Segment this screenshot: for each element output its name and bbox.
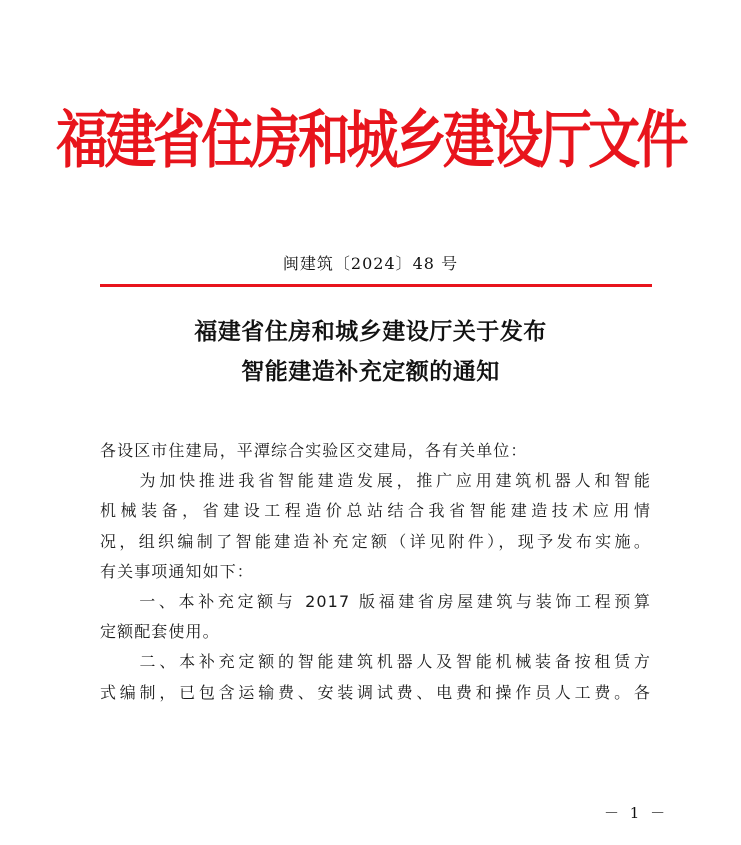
body-line: 各设区市住建局，平潭综合实验区交建局，各有关单位： (100, 441, 528, 460)
body-line: 有关事项通知如下： (100, 561, 254, 581)
body-line: 为加快推进我省智能建造发展，推广应用建筑机器人和智能 (100, 471, 651, 491)
body-line: 定额配套使用。 (100, 622, 220, 642)
notice-title-line-2: 智能建造补充定额的通知 (241, 358, 500, 385)
red-divider-rule (100, 284, 652, 287)
body-line: 一、本补充定额与 2017 版福建省房屋建筑与装饰工程预算 (100, 591, 651, 611)
body-line: 式编制，已包含运输费、安装调试费、电费和操作员人工费。各 (100, 682, 651, 702)
document-number: 闽建筑〔2024〕48 号 (282, 254, 459, 273)
body-line: 二、本补充定额的智能建筑机器人及智能机械装备按租赁方 (100, 652, 651, 672)
notice-title-line-1: 福建省住房和城乡建设厅关于发布 (194, 318, 547, 345)
notice-body (100, 436, 651, 708)
issuer-header: 福建省住房和城乡建设厅文件 (56, 103, 685, 177)
body-line: 况，组织编制了智能建造补充定额（详见附件），现予发布实施。 (100, 531, 651, 551)
notice-title (0, 312, 741, 392)
page-number: － 1 － (604, 804, 669, 822)
body-line: 机械装备，省建设工程造价总站结合我省智能建造技术应用情 (100, 501, 651, 521)
